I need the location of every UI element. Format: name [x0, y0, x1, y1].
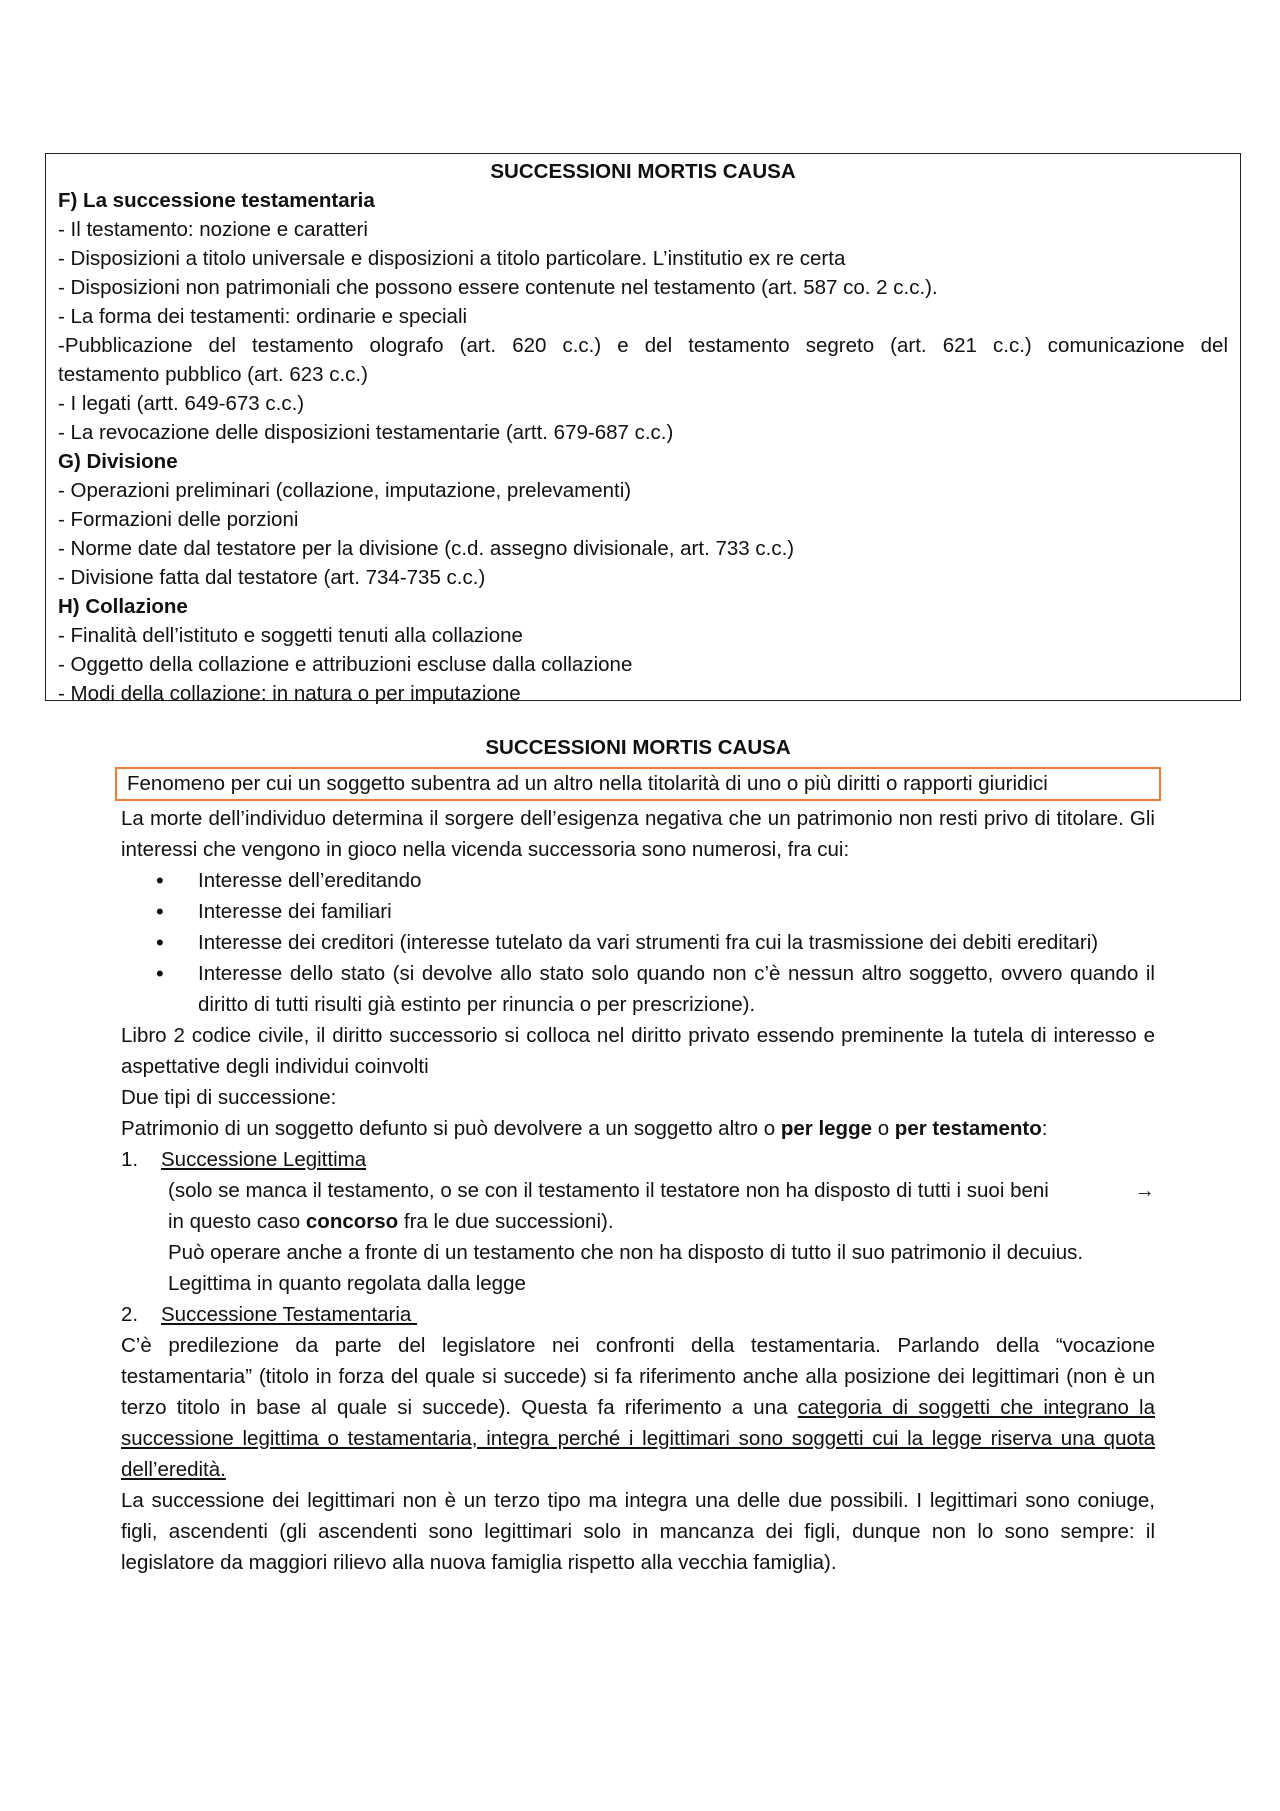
legittima-line-3: Può operare anche a fronte di un testamento che non ha disposto di tutto il suo patrimonio il decuius.: [168, 1241, 1084, 1264]
list-item: • Interesse dei familiari: [198, 896, 1155, 927]
list-item: - La forma dei testamenti: ordinarie e speciali: [58, 305, 468, 328]
list-item: • Interesse dell’ereditando: [198, 865, 1155, 896]
legittima-line-4: Legittima in quanto regolata dalla legge: [168, 1272, 526, 1295]
section-heading-h: H) Collazione: [58, 595, 188, 618]
numbered-item-1: [121, 1144, 1155, 1175]
list-item: - Divisione fatta dal testatore (art. 734-735 c.c.): [58, 566, 486, 589]
list-item: - Oggetto della collazione e attribuzioni escluse dalla collazione: [58, 653, 633, 676]
patrimonio-text: Patrimonio di un soggetto defunto si può devolvere a un soggetto altro o: [121, 1117, 781, 1140]
legittimari-underlined-text: categoria di soggetti che integrano la successione legittima o testamentaria, integra perché i legittimari sono soggetti cui la legge riserva una quota dell’eredità.: [121, 1396, 1155, 1481]
successione-testamentaria-label: Successione Testamentaria: [161, 1303, 418, 1326]
item-number: 2.: [121, 1303, 139, 1326]
concorso-bold: concorso: [305, 1210, 399, 1233]
list-item: -Pubblicazione del testamento olografo (art. 620 c.c.) e del testamento segreto (art. 621 c.c.) comunicazione del: [58, 334, 1228, 357]
notes-title: SUCCESSIONI MORTIS CAUSA: [485, 736, 791, 759]
legittima-text: in questo caso: [168, 1210, 306, 1233]
syllabus-box: [45, 153, 1241, 705]
patrimonio-text-mid: o: [872, 1117, 895, 1140]
list-item: • Interesse dei creditori (interesse tutelato da vari strumenti fra cui la trasmissione dei debiti ereditari): [198, 927, 1155, 958]
list-item: - La revocazione delle disposizioni testamentarie (artt. 679-687 c.c.): [58, 421, 674, 444]
item-number: 1.: [121, 1148, 139, 1171]
list-item: - Operazioni preliminari (collazione, imputazione, prelevamenti): [58, 479, 632, 502]
numbered-item-2: [121, 1299, 1155, 1330]
legittimari-paragraph: La successione dei legittimari non è un terzo tipo ma integra una delle due possibili. I legittimari sono coniuge, figli, ascendenti (gli ascendenti sono legittimari solo in mancanza dei figli, dunque non lo sono sempre: il legislatore da maggiori rilievo alla nuova famiglia rispetto alla vecchia famiglia).: [121, 1489, 1155, 1574]
legittima-line-2: [168, 1206, 1155, 1237]
successione-legittima-label: Successione Legittima: [161, 1148, 367, 1171]
section-heading-f: F) La successione testamentaria: [58, 189, 375, 212]
legittima-text: (solo se manca il testamento, o se con il testamento il testatore non ha disposto di tutti i suoi beni: [168, 1179, 1049, 1202]
due-tipi-line: Due tipi di successione:: [121, 1086, 337, 1109]
legittima-line-1: [168, 1175, 1155, 1206]
testamentaria-paragraph: [121, 1330, 1155, 1485]
per-testamento-bold: per testamento: [894, 1117, 1042, 1140]
interests-list: [121, 865, 1155, 1020]
legittima-text: fra le due successioni).: [398, 1210, 614, 1233]
testamentaria-text: C’è predilezione da parte del legislatore nei confronti della testamentaria. Parlando della “vocazione testamentaria” (titolo in forza del quale si succede) si fa riferimento anche alla posizione dei legittimari (non è un terzo titolo in base al quale si succede). Questa fa riferimento a una: [121, 1334, 1155, 1419]
list-item: - Il testamento: nozione e caratteri: [58, 218, 368, 241]
list-item: - Norme date dal testatore per la divisione (c.d. assegno divisionale, art. 733 c.c.): [58, 537, 795, 560]
legittima-details: [121, 1175, 1155, 1299]
intro-paragraph: La morte dell’individuo determina il sorgere dell’esigenza negativa che un patrimonio non resti privo di titolare. Gli interessi che vengono in gioco nella vicenda successoria sono numerosi, fra cui:: [121, 807, 1155, 861]
list-item: - Formazioni delle porzioni: [58, 508, 299, 531]
per-legge-bold: per legge: [780, 1117, 872, 1140]
list-item: testamento pubblico (art. 623 c.c.): [58, 363, 368, 386]
list-item: - Disposizioni a titolo universale e disposizioni a titolo particolare. L’institutio ex re certa: [58, 247, 846, 270]
list-item: - Modi della collazione: in natura o per imputazione: [58, 682, 521, 705]
list-item: - Disposizioni non patrimoniali che possono essere contenute nel testamento (art. 587 co. 2 c.c.).: [58, 276, 938, 299]
definition-box: [115, 767, 1161, 801]
list-item: • Interesse dello stato (si devolve allo stato solo quando non c’è nessun altro soggetto, ovvero quando il diritto di tutti risulti già estinto per rinuncia o per prescrizione).: [198, 958, 1155, 1020]
patrimonio-line: [121, 1113, 1155, 1144]
definition-text: Fenomeno per cui un soggetto subentra ad un altro nella titolarità di uno o più diritti o rapporti giuridici: [127, 772, 1048, 795]
right-arrow-icon: →: [1134, 1179, 1155, 1202]
list-item: - I legati (artt. 649-673 c.c.): [58, 392, 305, 415]
notes-body: [121, 732, 1155, 1578]
libro-paragraph: Libro 2 codice civile, il diritto successorio si colloca nel diritto privato essendo preminente la tutela di interesso e aspettative degli individui coinvolti: [121, 1024, 1155, 1078]
list-item: - Finalità dell’istituto e soggetti tenuti alla collazione: [58, 624, 523, 647]
syllabus-title: SUCCESSIONI MORTIS CAUSA: [490, 160, 796, 183]
patrimonio-text-post: :: [1041, 1117, 1048, 1140]
section-heading-g: G) Divisione: [58, 450, 178, 473]
